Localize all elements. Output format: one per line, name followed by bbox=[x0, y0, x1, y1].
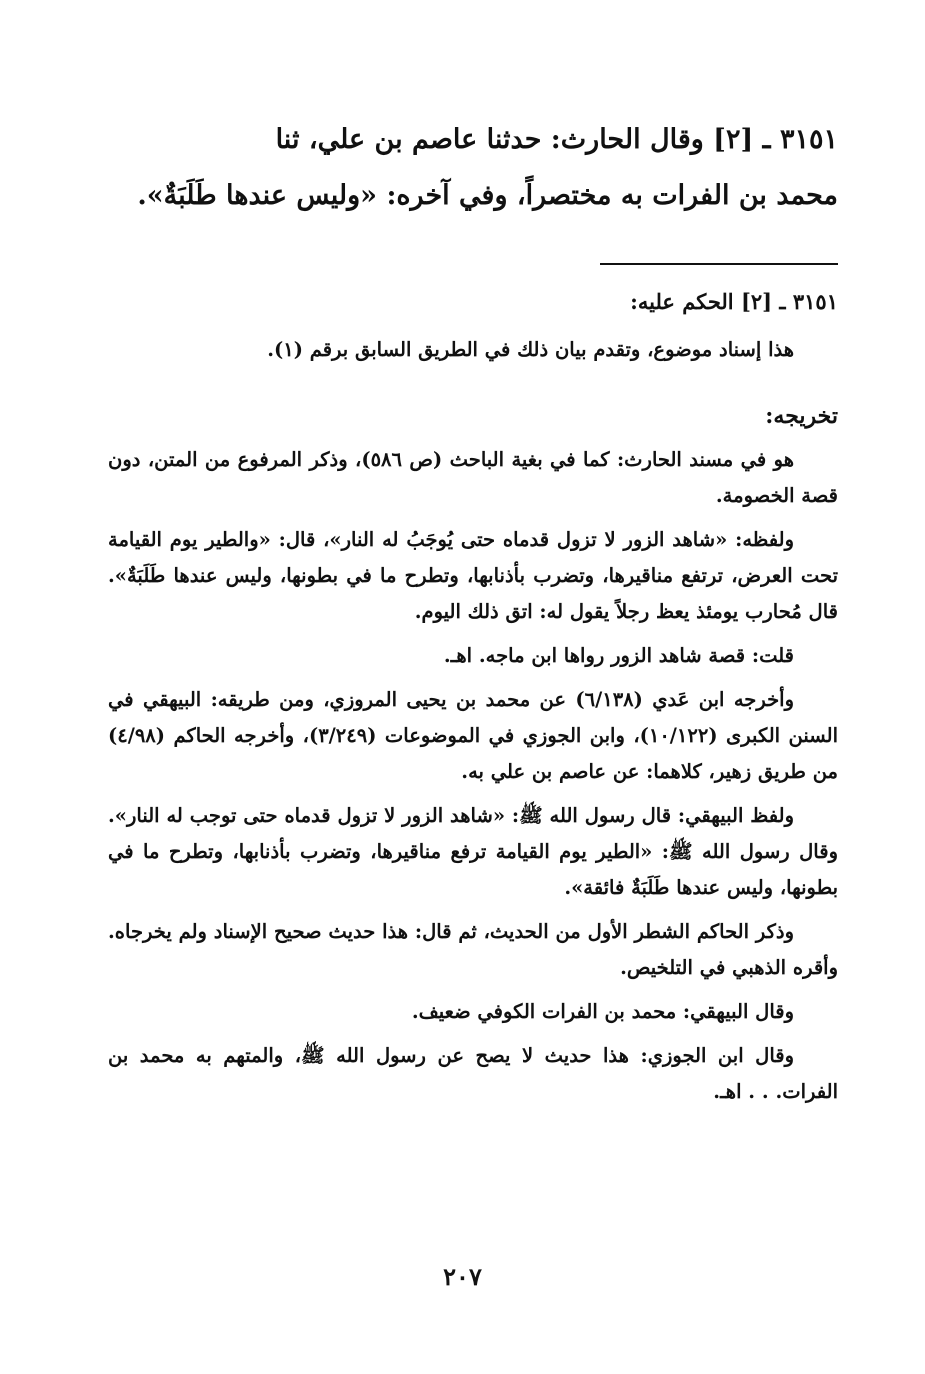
main-hadith-text bbox=[108, 112, 838, 224]
hadith-line-1: ٣١٥١ ـ [٢] وقال الحارث: حدثنا عاصم بن علي، ثنا bbox=[275, 124, 838, 155]
takhrij-title: تخريجه: bbox=[765, 403, 838, 429]
takhrij-paragraph-2: ولفظه: «شاهد الزور لا تزول قدماه حتى يُوجَبُ له النار»، قال: «والطير يوم القيامة تحت العرض، ترتفع مناقيرها، وتضرب بأذنابها، وتطرح ما في بطونها، وليس عندها طَلَبَةٌ». قال مُحارب يومئذ يعظ رجلاً يقول له: اتق ذلك اليوم. bbox=[108, 528, 838, 623]
takhrij-paragraph-4: وأخرجه ابن عَدي (٦/١٣٨) عن محمد بن يحيى المروزي، ومن طريقه: البيهقي في السنن الكبرى (١٠/١٢٢)، وابن الجوزي في الموضوعات (٣/٢٤٩)، وأخرجه الحاكم (٤/٩٨) من طريق زهير، كلاهما: عن عاصم بن علي به. bbox=[108, 688, 838, 783]
footnotes-section bbox=[108, 284, 838, 1110]
takhrij-paragraph-8: وقال ابن الجوزي: هذا حديث لا يصح عن رسول الله ﷺ، والمتهم به محمد بن الفرات. . . اهـ. bbox=[108, 1044, 838, 1103]
page-number: ٢٠٧ bbox=[443, 1262, 482, 1291]
takhrij-paragraph-5: ولفظ البيهقي: قال رسول الله ﷺ: «شاهد الزور لا تزول قدماه حتى توجب له النار». وقال رسول الله ﷺ: «الطير يوم القيامة ترفع مناقيرها، وتضرب بأذنابها، وتطرح ما في بطونها، وليس عندها طَلَبَةٌ فائقة». bbox=[108, 804, 838, 899]
ruling-heading: ٣١٥١ ـ [٢] الحكم عليه: bbox=[630, 289, 838, 314]
takhrij-paragraph-6: وذكر الحاكم الشطر الأول من الحديث، ثم قال: هذا حديث صحيح الإسناد ولم يخرجاه. وأقره الذهبي في التلخيص. bbox=[108, 920, 838, 979]
takhrij-paragraph-7: وقال البيهقي: محمد بن الفرات الكوفي ضعيف. bbox=[411, 1000, 794, 1023]
takhrij-paragraph-1: هو في مسند الحارث: كما في بغية الباحث (ص ٥٨٦)، وذكر المرفوع من المتن، دون قصة الخصومة. bbox=[108, 448, 838, 507]
takhrij-paragraph-3: قلت: قصة شاهد الزور رواها ابن ماجه. اهـ. bbox=[443, 644, 794, 667]
footnote-separator-line bbox=[600, 263, 838, 265]
hadith-line-2: محمد بن الفرات به مختصراً، وفي آخره: «وليس عندها طَلَبَةٌ». bbox=[137, 180, 838, 211]
ruling-text: هذا إسناد موضوع، وتقدم بيان ذلك في الطريق السابق برقم (١). bbox=[267, 338, 794, 361]
